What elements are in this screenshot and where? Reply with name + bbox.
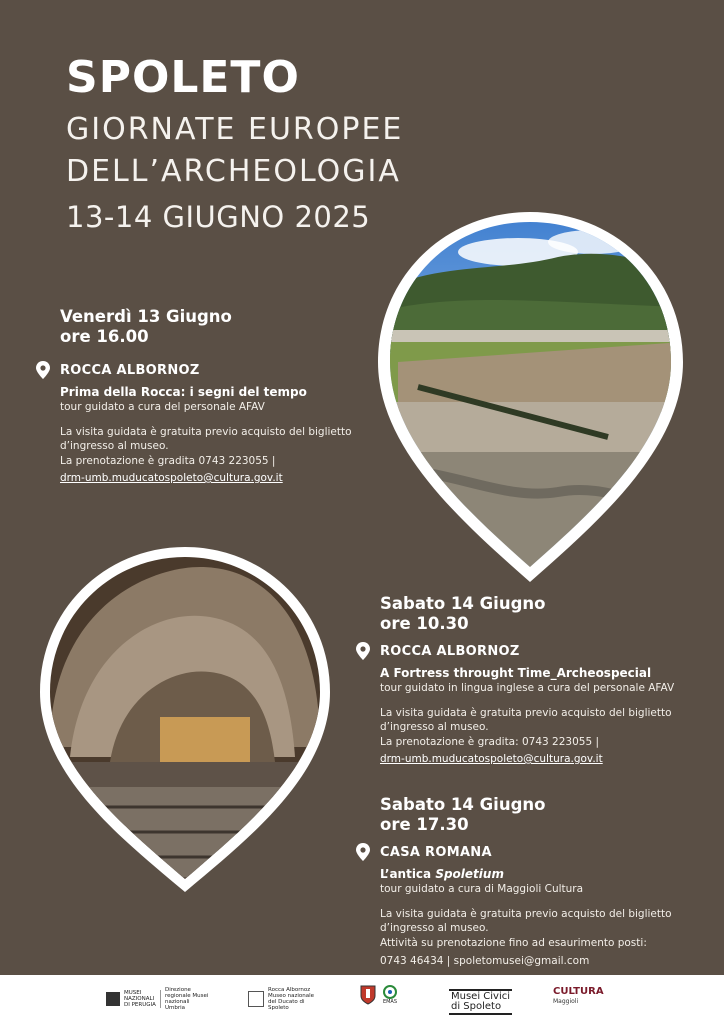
event-time: ore 17.30 bbox=[380, 815, 469, 834]
musei-nazionali-logo-icon bbox=[106, 992, 120, 1006]
logo-text: EMAS bbox=[382, 999, 398, 1005]
event-tour-title-italic: Spoletium bbox=[435, 867, 504, 881]
logo-text: Maggioli bbox=[553, 998, 579, 1005]
event-tour-subtitle: tour guidato in lingua inglese a cura del personale AFAV bbox=[380, 682, 675, 694]
photo-rocca-albornoz bbox=[378, 212, 683, 582]
logo-rocca-albornoz bbox=[248, 987, 324, 1011]
logo-comune bbox=[360, 985, 376, 1005]
logo-maggioli-cultura bbox=[553, 987, 604, 1007]
rocca-logo-icon bbox=[248, 991, 264, 1007]
event-tour-title: A Fortress throught Time_Archeospecial bbox=[380, 666, 652, 680]
location-pin-icon bbox=[36, 361, 50, 379]
event-email-link[interactable]: drm-umb.muducatospoleto@cultura.gov.it bbox=[60, 472, 283, 484]
event-title-line2: DELL’ARCHEOLOGIA bbox=[66, 154, 401, 189]
event-time: ore 16.00 bbox=[60, 327, 149, 346]
event-note: La visita guidata è gratuita previo acquisto del biglietto d’ingresso al museo. bbox=[60, 426, 352, 452]
event-booking: La prenotazione è gradita: 0743 223055 | bbox=[380, 736, 600, 748]
logo-emas bbox=[380, 985, 400, 1005]
logo-text: Direzione regionale Musei nazionali Umbria bbox=[165, 987, 209, 1011]
event-booking: La prenotazione è gradita 0743 223055 | bbox=[60, 455, 276, 467]
logo-text: di Spoleto bbox=[451, 1001, 502, 1012]
photo-casa-romana bbox=[40, 547, 330, 892]
event-title-line1: GIORNATE EUROPEE bbox=[66, 112, 404, 147]
logo-text: CULTURA bbox=[553, 986, 604, 997]
event-place: CASA ROMANA bbox=[380, 844, 492, 860]
emas-logo-icon bbox=[380, 985, 400, 999]
event-friday bbox=[36, 307, 356, 484]
event-contact: 0743 46434 | spoletomusei@gmail.com bbox=[380, 955, 590, 967]
event-place: ROCCA ALBORNOZ bbox=[380, 643, 520, 659]
event-dates: 13-14 GIUGNO 2025 bbox=[66, 200, 371, 234]
logo-text: MUSEI NAZIONALI DI PERUGIA bbox=[124, 990, 156, 1008]
event-day: Sabato 14 Giugno bbox=[380, 594, 546, 613]
event-saturday-afternoon bbox=[356, 795, 686, 968]
sponsor-footer bbox=[0, 975, 724, 1024]
city-title: SPOLETO bbox=[66, 52, 300, 103]
event-tour-title bbox=[380, 867, 686, 881]
event-tour-title-prefix: L’antica bbox=[380, 867, 436, 881]
divider bbox=[160, 990, 161, 1008]
event-time: ore 10.30 bbox=[380, 614, 469, 633]
event-tour-subtitle: tour guidato a cura di Maggioli Cultura bbox=[380, 883, 584, 895]
logo-musei-civici bbox=[449, 989, 512, 1015]
location-pin-icon bbox=[356, 843, 370, 861]
location-pin-icon bbox=[356, 642, 370, 660]
event-email-link[interactable]: drm-umb.muducatospoleto@cultura.gov.it bbox=[380, 753, 603, 765]
event-day: Sabato 14 Giugno bbox=[380, 795, 546, 814]
coat-of-arms-icon bbox=[360, 985, 376, 1005]
event-place: ROCCA ALBORNOZ bbox=[60, 362, 200, 378]
event-note: La visita guidata è gratuita previo acquisto del biglietto d’ingresso al museo. bbox=[380, 707, 672, 733]
event-note: La visita guidata è gratuita previo acquisto del biglietto d’ingresso al museo. bbox=[380, 908, 672, 934]
event-day: Venerdì 13 Giugno bbox=[60, 307, 232, 326]
event-booking: Attività su prenotazione fino ad esaurimento posti: bbox=[380, 937, 647, 949]
logo-musei-nazionali bbox=[106, 987, 211, 1011]
event-tour-subtitle: tour guidato a cura del personale AFAV bbox=[60, 401, 265, 413]
event-saturday-morning bbox=[356, 594, 686, 765]
logo-text: Musei Civici bbox=[451, 991, 511, 1002]
event-tour-title: Prima della Rocca: i segni del tempo bbox=[60, 385, 307, 399]
logo-text: Rocca Albornoz Museo nazionale del Ducato di Spoleto bbox=[268, 987, 314, 1011]
